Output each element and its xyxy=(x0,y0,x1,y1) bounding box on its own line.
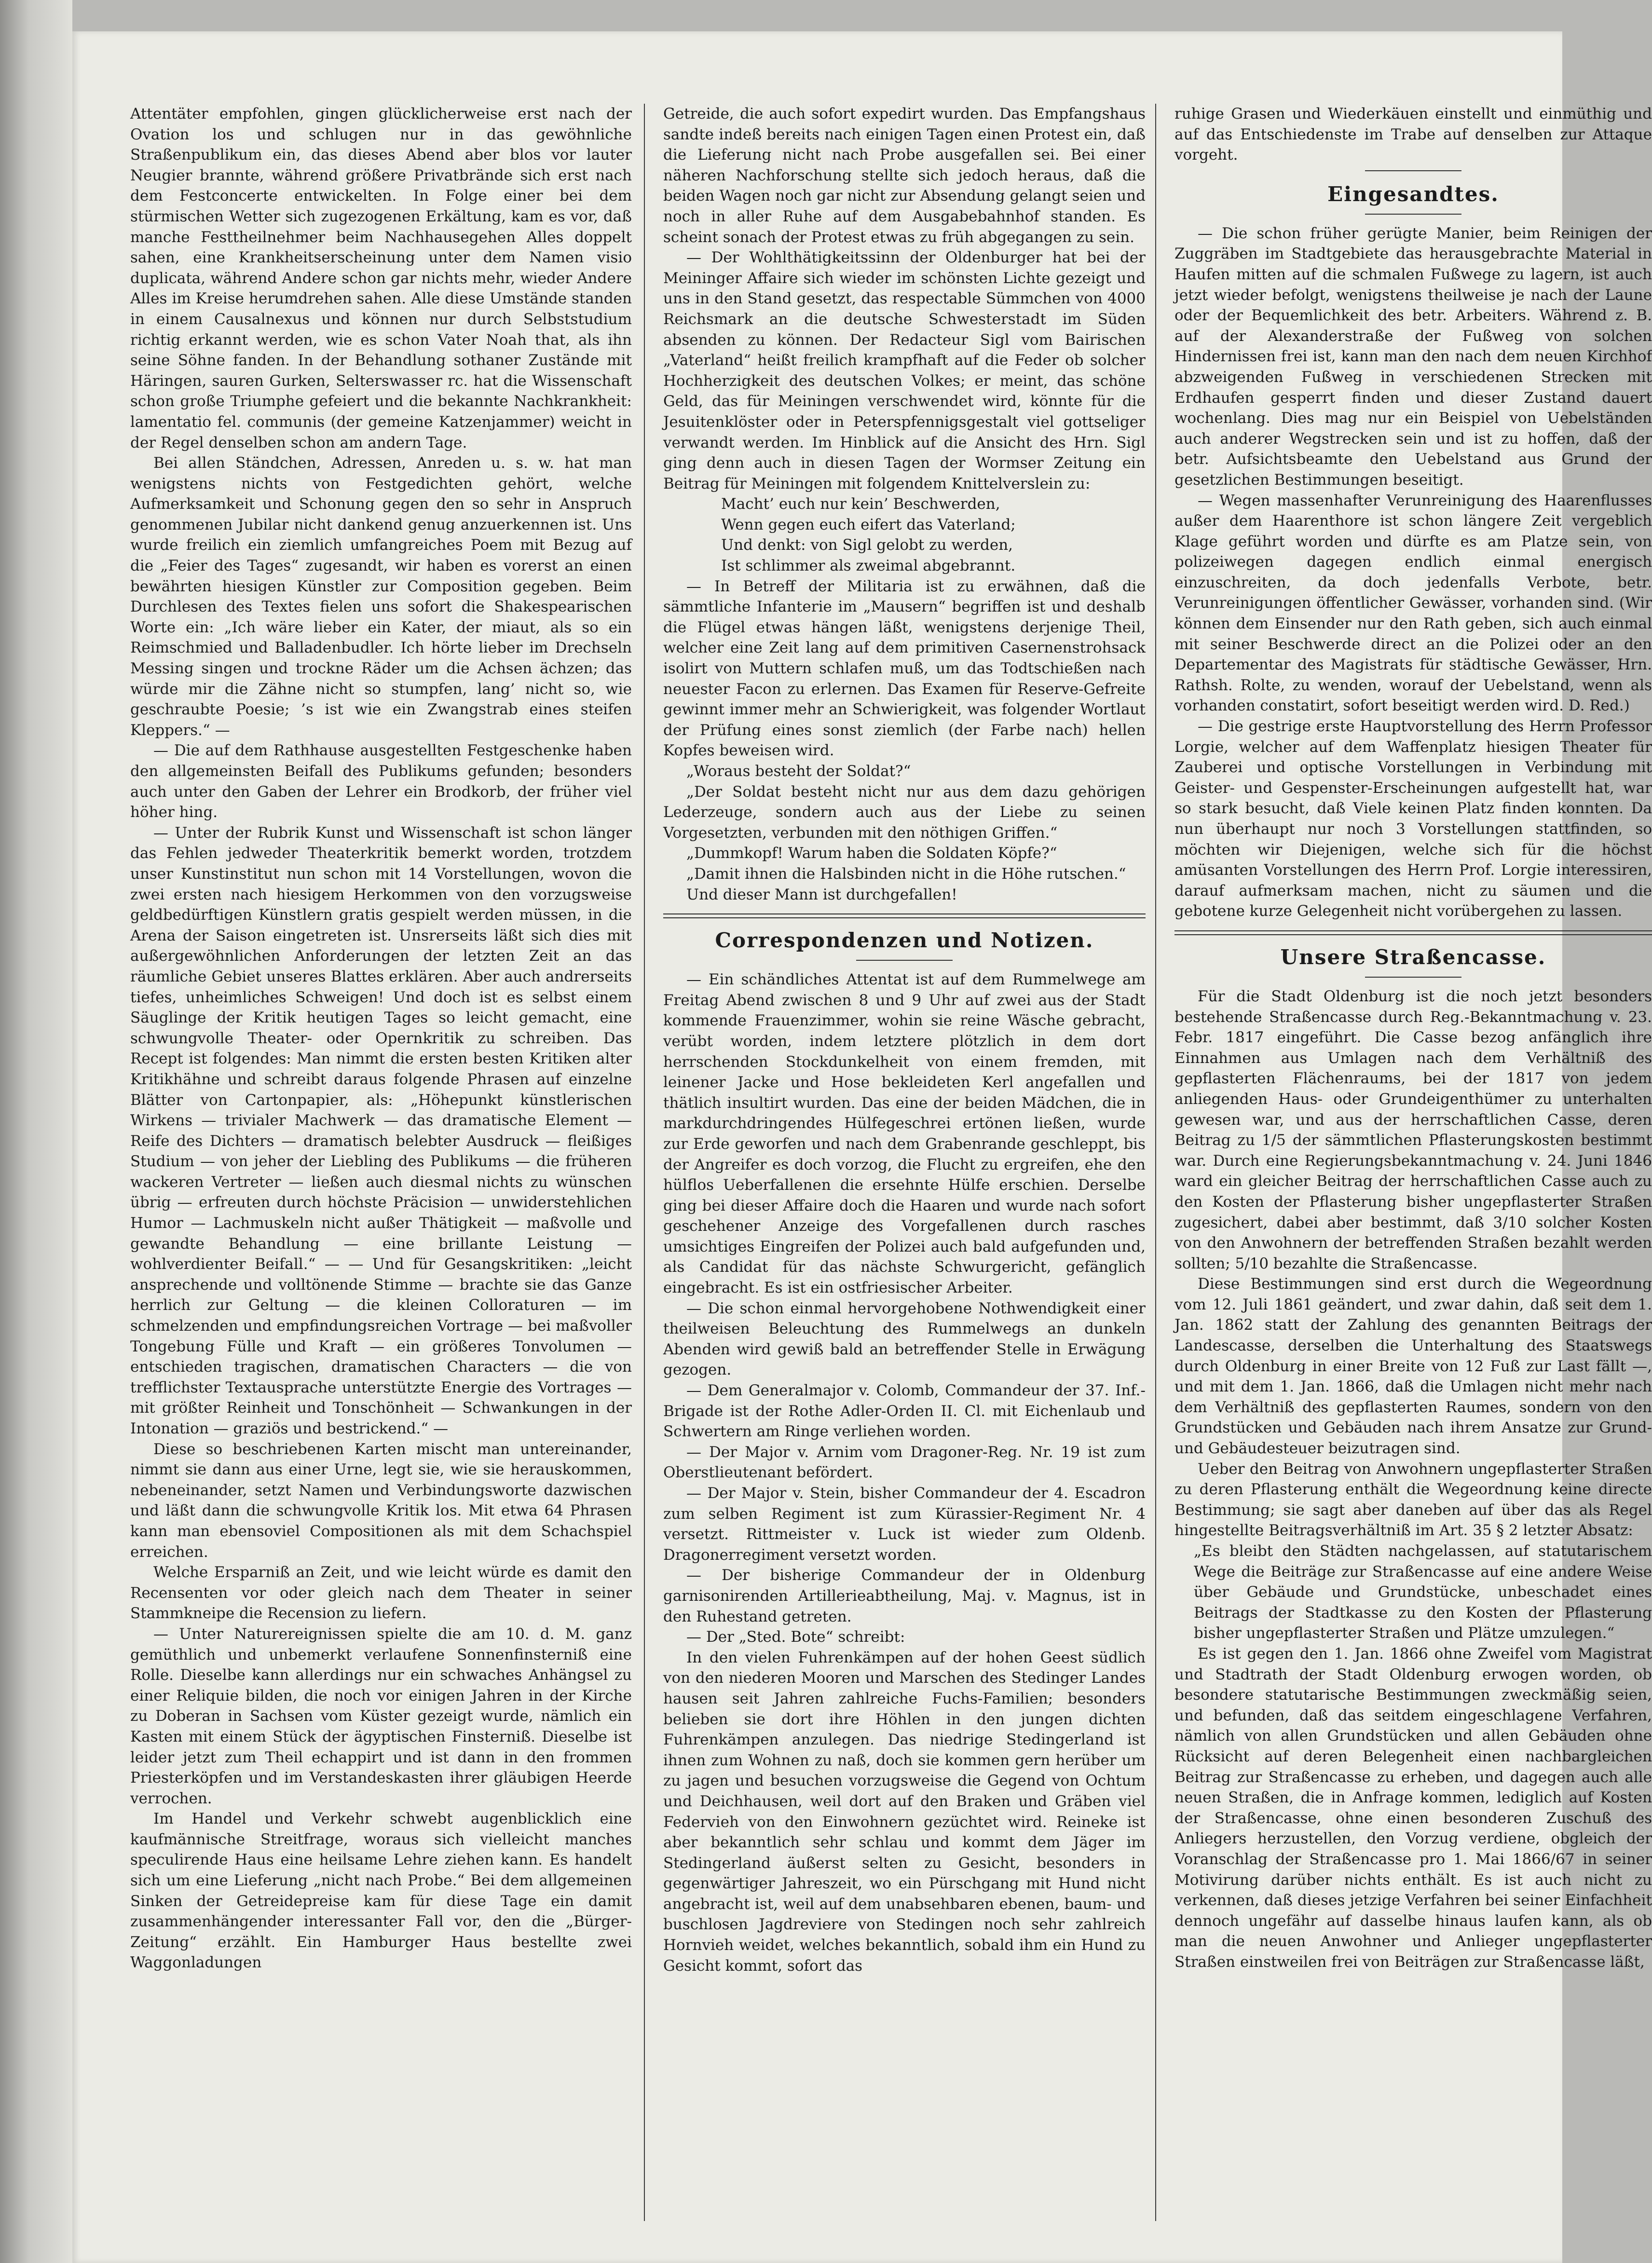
paragraph: In den vielen Fuhrenkämpen auf der hohen Geest südlich von den niederen Mooren und Marschen des Stedinger Landes hausen seit Jahren zahlreiche Fuchs-Familien; besonders belieben sie dort ihre Höhlen in den jungen dichten Fuhrenkämpen anzulegen. Das niedrige Stedingerland ist ihnen zum Wohnen zu naß, doch sie kommen gern herüber um zu jagen und besuchen vorzugsweise die Gegend von Ochtum und Deichhausen, weil dort auf den Braken und Gräben viel Federvieh von den Einwohnern gezüchtet wird. Reineke ist aber bekanntlich sehr schlau und kommt dem Jäger im Stedingerland äußerst selten zu Gesicht, besonders in gegenwärtiger Jahreszeit, wo ein Pürschgang mit Hund nicht angebracht ist, weil auf dem unabsehbaren ebenen, baum- und buschlosen Jagdreviere von Stedingen noch sehr zahlreich Hornvieh weidet, welches bekanntlich, sobald ihm ein Hund zu Gesicht kommt, sofort das xyxy=(663,1649,1146,1975)
scan-page-edge xyxy=(0,0,72,2263)
column-2 xyxy=(663,104,1146,2187)
paragraph: — Unter der Rubrik Kunst und Wissenschaft ist schon länger das Fehlen jedweder Theaterkritik bemerkt worden, trotzdem unser Kunstinstitut nun schon mit 14 Vorstellungen, wovon die zwei ersten nach hiesigem Herkommen von den vorzugsweise geldbedürftigen Künstlern gratis gespielt werden müssen, in die Arena der Saison eingetreten ist. Unsrerseits läßt sich dies mit außergewöhnlichen Anforderungen der letzten Zeit an das räumliche Gebiet unseres Blattes erklären. Aber auch andrerseits tiefes, unheimliches Schweigen! Und doch ist es selbst einem Säuglinge der Kritik heutigen Tages so leicht gemacht, eine schwungvolle Theater- oder Opernkritik zu schreiben. Das Recept ist folgendes: Man nimmt die ersten besten Kritiken alter Kritikhähne und schreibt daraus folgende Phrasen auf einzelne Blätter von Cartonpapier, als: „Höhepunkt künstlerischen Wirkens — trivialer Machwerk — das dramatische Element — Reife des Dichters — dramatisch belebter Ausdruck — fleißiges Studium — von jeher der Liebling des Publikums — die früheren wackeren Vertreter — ließen auch diesmal nichts zu wünschen übrig — erfreuten durch höchste Präcision — unwiderstehlichen Humor — Lachmuskeln nicht außer Thätigkeit — maßvolle und gewandte Behandlung — eine brillante Leistung — wohlverdienter Beifall.“ — — Und für Gesangskritiken: „leicht ansprechende und volltönende Stimme — brachte sie das Ganze herrlich zur Geltung — die kleinen Colloraturen — im schmelzenden und empfindungsreichen Vortrage — bei maßvoller Tongebung Fülle und Kraft — ein größeres Tonvolumen — entschieden tragischen, dramatischen Characters — die von trefflichster Textausprache unterstützte Energie des Vortrages — mit größter Reinheit und Tonschönheit — Schwankungen in der Intonation — graziös und bestrickend.“ — xyxy=(130,824,632,1437)
paragraph: Im Handel und Verkehr schwebt augenblicklich eine kaufmännische Streitfrage, woraus sich vielleicht manches speculirende Haus eine heilsame Lehre ziehen kann. Es handelt sich um eine Lieferung „nicht nach Probe.“ Bei dem allgemeinen Sinken der Getreidepreise kam für diese Tage ein damit zusammenhängender interessanter Fall vor, den die „Bürger-Zeitung“ erzählt. Ein Hamburger Haus bestellte zwei Waggonladungen xyxy=(130,1810,632,1972)
heading-underline xyxy=(856,960,953,961)
paragraph: „Woraus besteht der Soldat?“ xyxy=(686,763,911,780)
paragraph: — Die gestrige erste Hauptvorstellung des Herrn Professor Lorgie, welcher auf dem Waffenplatz hiesigen Theater für Zauberei und optische Vorstellungen in Verbindung mit Geister- und Gespenster-Erscheinungen aufgestellt hat, war so stark besucht, daß Viele keinen Platz finden konnten. Da nun überhaupt nur noch 3 Vorstellungen stattfinden, so möchten wir Diejenigen, welche sich für die höchst amüsanten Vorstellungen des Herrn Prof. Lorgie interessiren, darauf aufmerksam machen, nicht zu säumen und die gebotene kurze Gelegenheit nicht vorübergehen zu lassen. xyxy=(1174,718,1652,920)
paragraph: „Damit ihnen die Halsbinden nicht in die Höhe rutschen.“ xyxy=(686,865,1126,883)
section-heading: Correspondenzen und Notizen. xyxy=(715,928,1094,953)
paragraph: — Die schon einmal hervorgehobene Nothwendigkeit einer theilweisen Beleuchtung des Rummelwegs an dunkeln Abenden wird gewiß bald an betreffender Stelle in Erwägung gezogen. xyxy=(663,1299,1146,1379)
paragraph: Diese Bestimmungen sind erst durch die Wegeordnung vom 12. Juli 1861 geändert, und zwar dahin, daß seit dem 1. Jan. 1862 statt der Zahlung des genannten Beitrags der Landescasse, derselben die Unterhaltung des Staatswegs durch Oldenburg in einer Breite von 12 Fuß zur Last fällt —, und mit dem 1. Jan. 1866, daß die Umlagen nicht mehr nach dem Verhältniß des gepflasterten Raumes, sondern von den Grundstücken und Gebäuden nach ihrem Ansatze zur Grund- und Gebäudesteuer beizutragen sind. xyxy=(1174,1275,1652,1458)
paragraph: — Die schon früher gerügte Manier, beim Reinigen der Zuggräben im Stadtgebiete das herausgebrachte Material in Haufen mitten auf die schmalen Fußwege zu lagern, ist auch jetzt wieder befolgt, wenigstens theilweise je nach der Laune oder der Bequemlichkeit des betr. Arbeiters. Während z. B. auf der Alexanderstraße der Fußweg von solchen Hindernissen frei ist, kann man den nach dem neuen Kirchhof abzweigenden Fußweg in verschiedenen Strecken mit Erdhaufen gesperrt finden und dieser Zustand dauert wochenlang. Dies mag nur ein Beispiel von Uebelständen auch anderer Wegstrecken sein und ist zu hoffen, daß der betr. Aufsichtsbeamte den Uebelstand aus Grund der gesetzlichen Bestimmungen beseitigt. xyxy=(1174,224,1652,489)
paragraph: — Der Wohlthätigkeitssinn der Oldenburger hat bei der Meininger Affaire sich wieder im schönsten Lichte gezeigt und uns in den Stand gesetzt, das respectable Sümmchen von 4000 Reichsmark an die deutsche Schwesterstadt im Süden absenden zu können. Der Redacteur Sigl vom Bairischen „Vaterland“ heißt freilich krampfhaft auf die Feder ob solcher Hochherzigkeit des deutschen Volkes; er meint, das schöne Geld, das für Meiningen verschwendet wird, könnte für die Jesuitenklöster oder in Peterspfennigsgestalt viel gottseliger verwandt werden. Im Hinblick auf die Ansicht des Hrn. Sigl ging denn auch in diesen Tagen der Wormser Zeitung ein Beitrag für Meiningen mit folgendem Knittelverslein zu: xyxy=(663,249,1146,492)
section-rule xyxy=(1174,930,1652,935)
verse-line: Und denkt: von Sigl gelobt zu werden, xyxy=(721,536,1013,554)
verse-line: Macht’ euch nur kein’ Beschwerden, xyxy=(721,495,1000,513)
paragraph: Diese so beschriebenen Karten mischt man untereinander, nimmt sie dann aus einer Urne, legt sie, wie sie herauskommen, nebeneinander, setzt Namen und Verbindungsworte dazwischen und läßt dann die schwungvolle Kritik los. Mit etwa 64 Phrasen kann man ebensoviel Compositionen als mit dem Schachspiel erreichen. xyxy=(130,1440,632,1561)
column-3 xyxy=(1174,104,1652,2187)
paragraph: Und dieser Mann ist durchgefallen! xyxy=(686,886,957,903)
section-heading: Eingesandtes. xyxy=(1327,182,1499,206)
heading-underline xyxy=(1365,214,1461,215)
paragraph: Ueber den Beitrag von Anwohnern ungepflasterter Straßen zu deren Pflasterung enthält die Wegeordnung keine directe Bestimmung; sie sagt aber daneben auf über das als Regel hingestellte Beitragsverhältniß im Art. 35 § 2 letzter Absatz: xyxy=(1174,1460,1652,1540)
paragraph: — Der bisherige Commandeur der in Oldenburg garnisonirenden Artillerieabtheilung, Maj. v. Magnus, ist in den Ruhestand getreten. xyxy=(663,1567,1146,1625)
paragraph: — Wegen massenhafter Verunreinigung des Haarenflusses außer dem Haarenthore ist schon längere Zeit vergeblich Klage geführt worden und dürfte es am Platze sein, von polizeiwegen dagegen endlich einmal energisch einzuschreiten, da doch jedenfalls Verbote, betr. Verunreinigungen öffentlicher Gewässer, vorhanden sind. (Wir können dem Einsender nur den Rath geben, sich auch einmal mit seiner Beschwerde direct an die Polizei oder an den Departementar des Magistrats für städtische Gewässer, Hrn. Rathsh. Rolte, zu wenden, worauf der Uebelstand, wenn als vorhanden constatirt, sofort beseitigt werden wird. D. Red.) xyxy=(1174,491,1652,715)
paragraph: — Der Major v. Arnim vom Dragoner-Reg. Nr. 19 ist zum Oberstlieutenant befördert. xyxy=(663,1443,1146,1482)
paragraph: Welche Ersparniß an Zeit, und wie leicht würde es damit den Recensenten vor oder gleich nach dem Theater in seiner Stammkneipe die Recension zu liefern. xyxy=(130,1564,632,1622)
paragraph: — Der Major v. Stein, bisher Commandeur der 4. Escadron zum selben Regiment ist zum Kürassier-Regiment Nr. 4 versetzt. Rittmeister v. Luck ist wieder zum Oldenb. Dragonerregiment versetzt worden. xyxy=(663,1485,1146,1564)
separator-rule xyxy=(1365,170,1461,171)
column-divider xyxy=(1155,104,1156,2221)
paragraph: ruhige Grasen und Wiederkäuen einstellt und einmüthig und auf das Entschiedenste im Trabe auf denselben zur Attaque vorgeht. xyxy=(1174,105,1652,164)
section-rule xyxy=(663,913,1146,918)
verse-line: Wenn gegen euch eifert das Vaterland; xyxy=(721,516,1016,533)
paragraph: — Ein schändliches Attentat ist auf dem Rummelwege am Freitag Abend zwischen 8 und 9 Uhr auf zwei aus der Stadt kommende Frauenzimmer, wohin sie reine Wäsche gebracht, verübt worden, indem letztere plötzlich in dem dort herrschenden Stockdunkelheit von einem fremden, mit leinener Jacke und Hose bekleideten Kerl angefallen und thätlich insultirt wurden. Das eine der beiden Mädchen, die in markdurchdringendes Hülfegeschrei ertönen ließen, wurde zur Erde geworfen und nach dem Grabenrande geschleppt, bis der Angreifer es doch vorzog, die Flucht zu ergreifen, ehe den hülflos Ueberfallenen die ersehnte Hülfe erschien. Derselbe ging bei dieser Affaire doch die Haaren und wurde nach sofort geschehener Anzeige des Vorgefallenen durch rasches umsichtiges Eingreifen der Polizei auch bald aufgefunden und, als Candidat für das nächste Schwurgericht, gefänglich eingebracht. Es ist ein ostfriesischer Arbeiter. xyxy=(663,971,1146,1297)
paragraph: Bei allen Ständchen, Adressen, Anreden u. s. w. hat man wenigstens nichts von Festgedichten gehört, welche Aufmerksamkeit und Schonung gegen den so sehr in Anspruch genommenen Jubilar nicht dankend genug anzuerkennen ist. Uns wurde freilich ein ziemlich umfangreiches Poem mit Bezug auf die „Feier des Tages“ zugesandt, wir haben es vorerst an einen bewährten hiesigen Künstler zur Composition gegeben. Beim Durchlesen des Textes fielen uns sofort die Shakespearischen Worte ein: „Ich wäre lieber ein Kater, der miaut, als so ein Reimschmied und Balladenbudler. Ich hörte lieber im Drechseln Messing singen und trockne Räder um die Achsen ächzen; das würde mir die Zähne nicht so stumpfen, lang’ nicht so, wie geschraubte Poesie; ’s ist wie ein Zwangstrab eines steifen Kleppers.“ — xyxy=(130,454,632,739)
quoted-statute: „Es bleibt den Städten nachgelassen, auf statutarischem Wege die Beiträge zur Straßencasse auf eine andere Weise über Gebäude und Grundstücke, unbeschadet eines Beitrags der Stadtkasse zu den Kosten der Pflasterung bisher ungepflasterter Straßen und Plätze umzulegen.“ xyxy=(1194,1542,1652,1642)
heading-underline xyxy=(1365,977,1461,978)
paragraph: Attentäter empfohlen, gingen glücklicherweise erst nach der Ovation los und schlugen nur in das gewöhnliche Straßenpublikum ein, das dieses Abend aber blos vor lauter Neugier brannte, während größere Privatbrände sich erst nach dem Festconcerte entwickelten. In Folge einer bei dem stürmischen Wetter sich zugezogenen Erkältung, kam es vor, daß manche Festtheilnehmer beim Nachhausegehen Alles doppelt sahen, eine Krankheitserscheinung unter dem Namen visio duplicata, während Andere schon gar nichts mehr, wieder Andere Alles im Kreise herumdrehen sahen. Alle diese Umstände standen in einem Causalnexus und können nur durch Selbststudium richtig erkannt werden, wie es schon Vater Noah that, als ihn seine Söhne fanden. In der Behandlung sothaner Zustände mit Häringen, sauren Gurken, Selterswasser rc. hat die Wissenschaft schon große Triumphe gefeiert und die bekannte Nachkrankheit: lamentatio fel. communis (der gemeine Katzenjammer) weicht in der Regel denselben schon am andern Tage. xyxy=(130,105,632,451)
paragraph: „Dummkopf! Warum haben die Soldaten Köpfe?“ xyxy=(686,845,1057,862)
column-1 xyxy=(130,104,632,2187)
paragraph: — Unter Naturereignissen spielte die am 10. d. M. ganz gemüthlich und unbemerkt verlaufene Sonnenfinsterniß eine Rolle. Dieselbe kann allerdings nur ein schwaches Anhängsel zu einer Reliquie bilden, die noch vor einigen Jahren in der Kirche zu Doberan in Sachsen vom Küster gezeigt wurde, nämlich ein Kasten mit einem Stück der ägyptischen Finsterniß. Dieselbe ist leider jetzt zum Theil echappirt und ist dann in den frommen Priesterköpfen und im Verstandeskasten ihrer gläubigen Heerde verrochen. xyxy=(130,1625,632,1807)
paragraph: „Der Soldat besteht nicht nur aus dem dazu gehörigen Lederzeuge, sondern auch aus der Liebe zu seinen Vorgesetzten, verbunden mit den nöthigen Griffen.“ xyxy=(663,783,1146,842)
newspaper-page xyxy=(72,31,1652,2263)
paragraph: — Dem Generalmajor v. Colomb, Commandeur der 37. Inf.-Brigade ist der Rothe Adler-Orden II. Cl. mit Eichenlaub und Schwertern am Ringe verliehen worden. xyxy=(663,1382,1146,1441)
paragraph: Für die Stadt Oldenburg ist die noch jetzt besonders bestehende Straßencasse durch Reg.-Bekanntmachung v. 23. Febr. 1817 eingeführt. Die Casse bezog anfänglich ihre Einnahmen aus Umlagen nach dem Verhältniß des gepflasterten Flächenraums, bei der 1817 von jedem anliegenden Haus- oder Grundeigenthümer zu unterhalten gewesen war, und aus der herrschaftlichen Casse, deren Beitrag zu 1/5 der sämmtlichen Pflasterungskosten bestimmt war. Durch eine Regierungsbekanntmachung v. 24. Juni 1846 ward ein gleicher Beitrag der herrschaftlichen Casse auch zu den Kosten der Pflasterung bisher ungepflasterter Straßen zugesichert, dabei aber bestimmt, daß 3/10 solcher Kosten von den Anwohnern der betreffenden Straßen bezahlt werden sollten; 5/10 bezahlte die Straßencasse. xyxy=(1174,987,1652,1272)
verse-line: Ist schlimmer als zweimal abgebrannt. xyxy=(721,557,1016,575)
paragraph: — Der „Sted. Bote“ schreibt: xyxy=(686,1628,905,1646)
paragraph: Getreide, die auch sofort expedirt wurden. Das Empfangshaus sandte indeß bereits nach einigen Tagen einen Protest ein, daß die Lieferung nicht nach Probe ausgefallen sei. Bei einer näheren Nachforschung stellte sich jedoch heraus, daß die beiden Wagen noch gar nicht zur Absendung gelangt seien und noch in aller Ruhe auf dem Ausgabebahnhof standen. Es scheint sonach der Protest etwas zu früh abgegangen zu sein. xyxy=(663,105,1146,246)
section-heading: Unsere Straßencasse. xyxy=(1280,945,1546,969)
column-divider xyxy=(644,104,645,2221)
paragraph: Es ist gegen den 1. Jan. 1866 ohne Zweifel vom Magistrat und Stadtrath der Stadt Oldenburg erwogen worden, ob besondere statutarische Bestimmungen zweckmäßig seien, und befunden, daß das seitdem eingeschlagene Verfahren, nämlich von allen Grundstücken und allen Gebäuden ohne Rücksicht auf deren Belegenheit einen nachbargleichen Beitrag zur Straßencasse zu erheben, und dagegen auch alle neuen Straßen, die in Anfrage kommen, lediglich auf Kosten der Straßencasse, ohne einen besonderen Zuschuß des Anliegers herzustellen, den Vorzug verdiene, obgleich der Voranschlag der Straßencasse pro 1. Mai 1866/67 in seiner Motivirung darüber nichts enthält. Es ist auch nicht zu verkennen, daß dieses jetzige Verfahren bei seiner Einfachheit dennoch ungefähr auf dasselbe hinaus laufen kann, als ob man die neuen Anwohner und Anlieger ungepflasterter Straßen einstweilen frei von Beiträgen zur Straßencasse läßt, xyxy=(1174,1645,1652,1971)
paragraph: — Die auf dem Rathhause ausgestellten Festgeschenke haben den allgemeinsten Beifall des Publikums gefunden; besonders auch unter den Gaben der Lehrer ein Brodkorb, der früher viel höher hing. xyxy=(130,742,632,821)
paragraph: — In Betreff der Militaria ist zu erwähnen, daß die sämmtliche Infanterie im „Mausern“ begriffen ist und deshalb die Flügel etwas hängen läßt, wenigstens derjenige Theil, welcher eine Zeit lang auf dem primitiven Casernenstrohsack isolirt von Muttern schlafen muß, um das Todtschießen nach neuester Facon zu erlernen. Das Examen für Reserve-Gefreite gewinnt immer mehr an Schwierigkeit, was folgender Wortlaut der Prüfung eines sonst ziemlich (der Farbe nach) hellen Kopfes beweisen wird. xyxy=(663,577,1146,760)
